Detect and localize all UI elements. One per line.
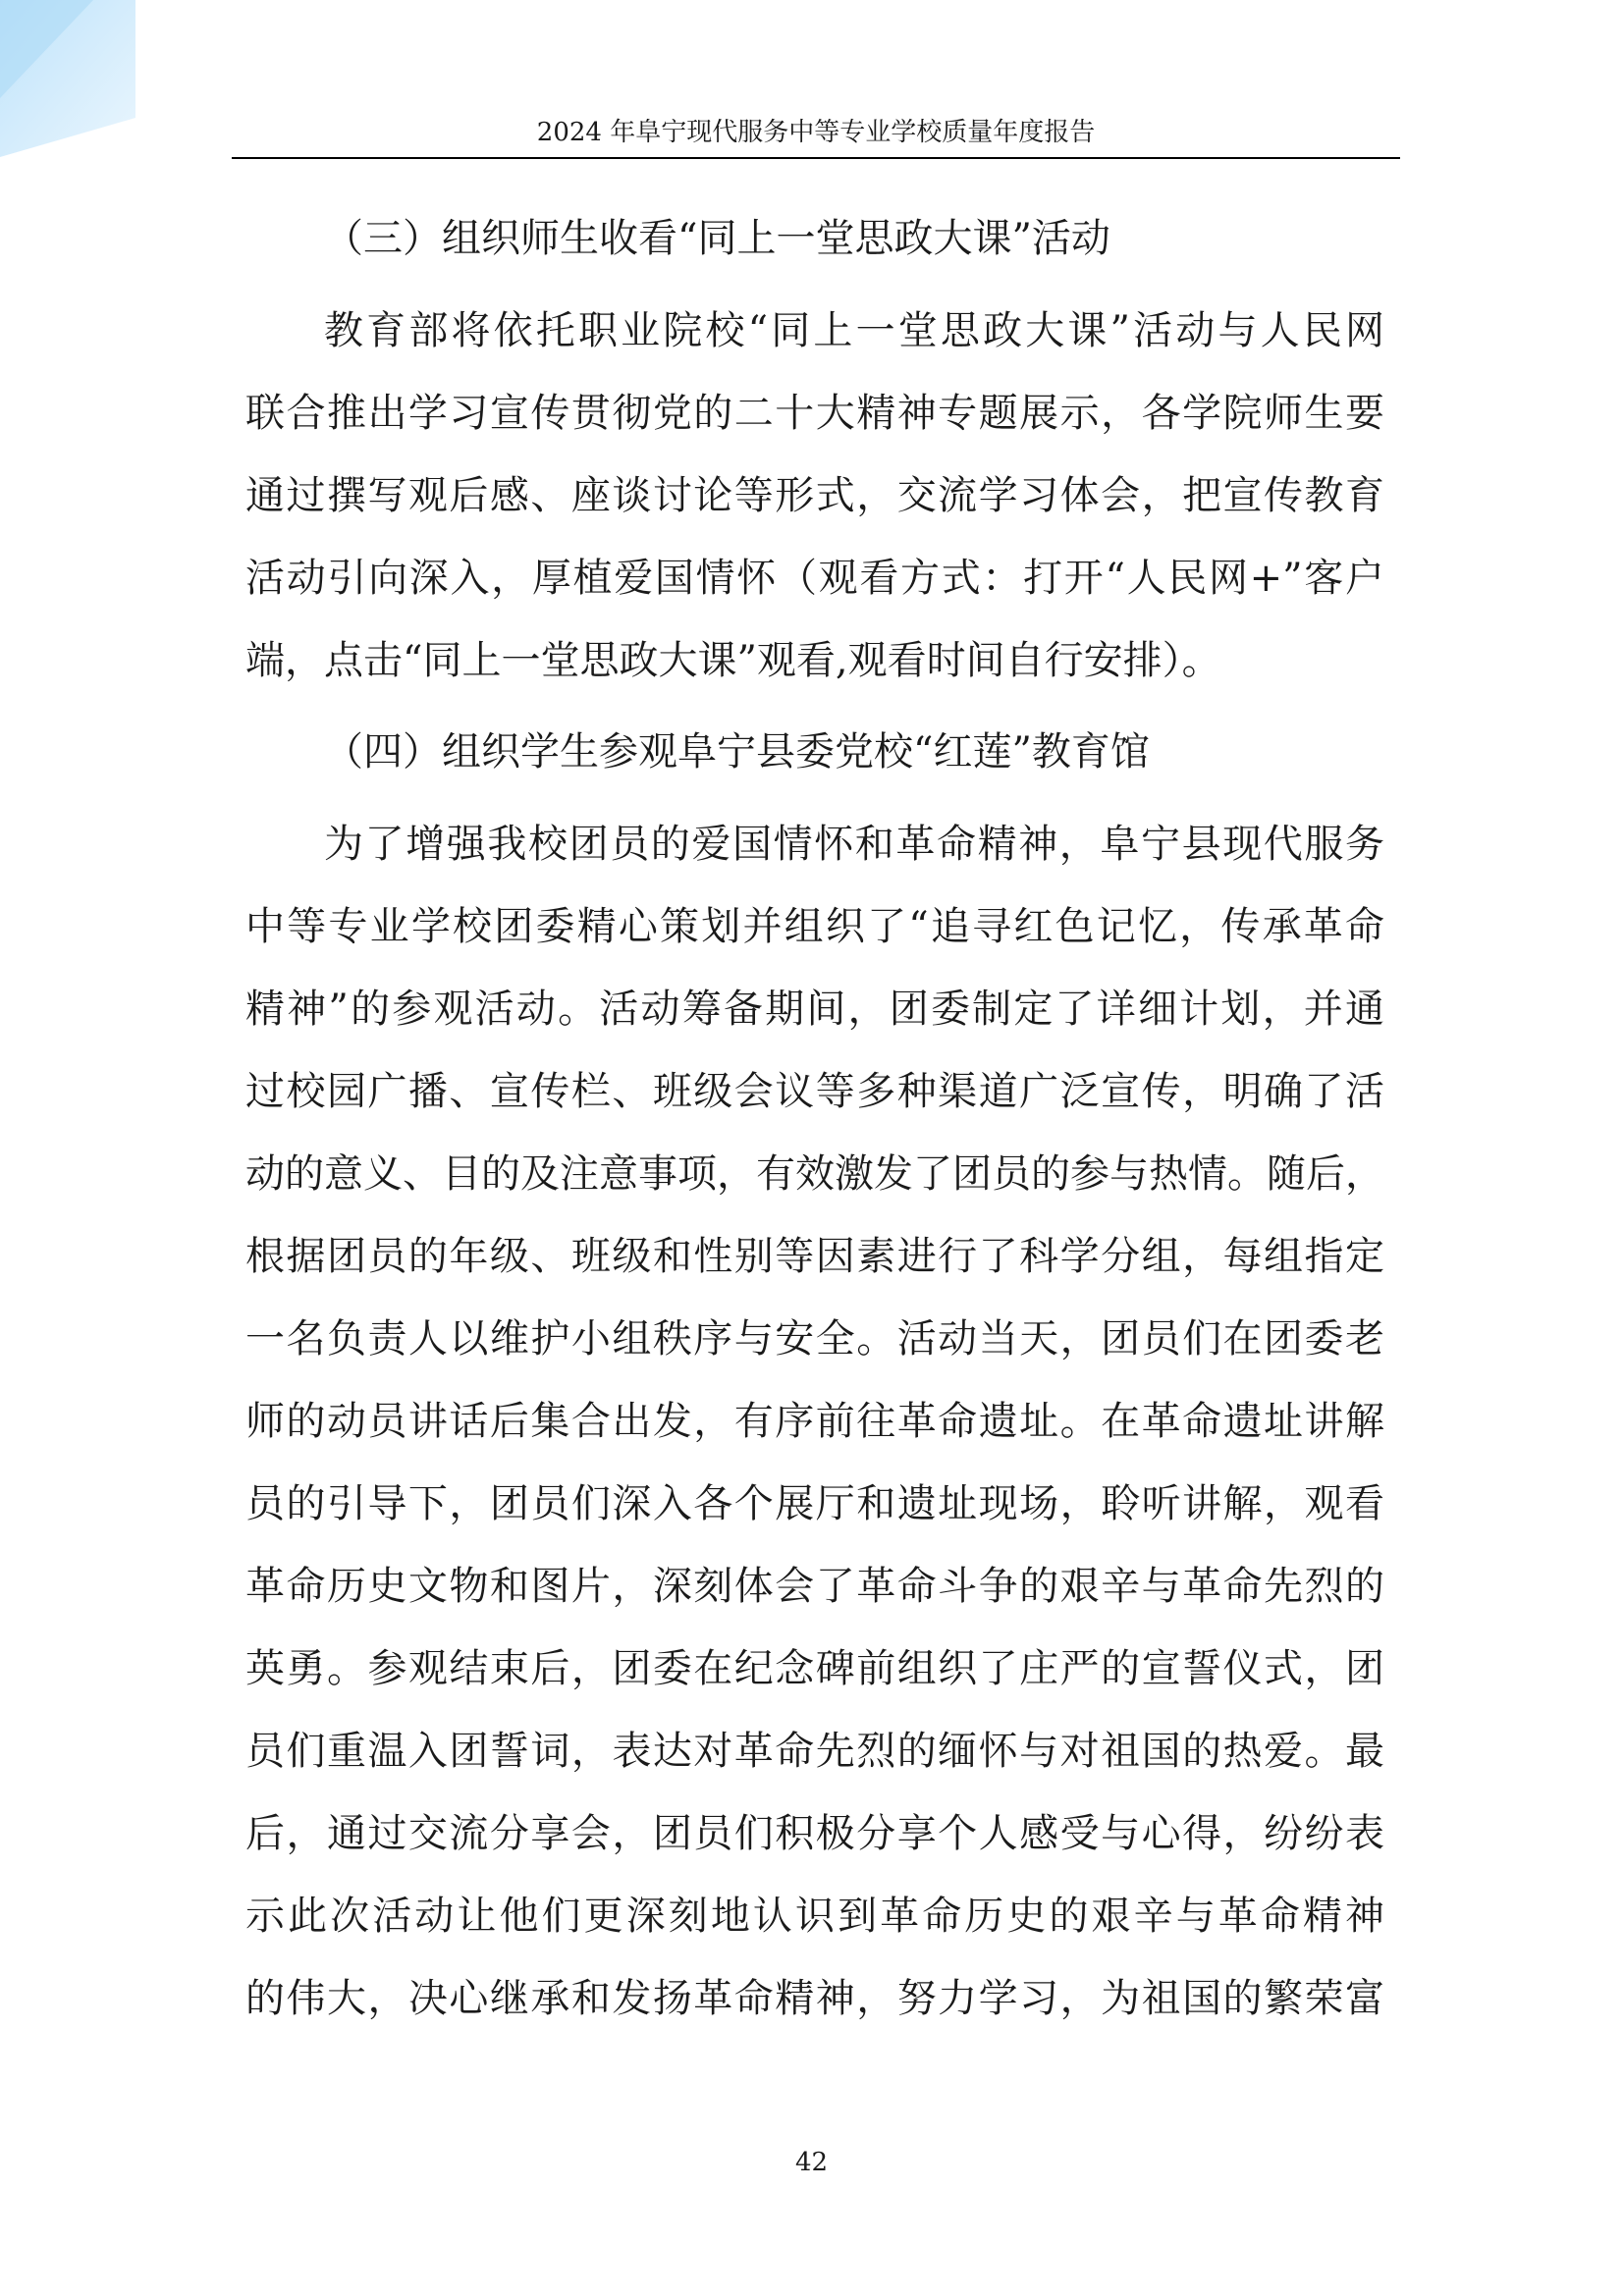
paragraph-line: 联合推出学习宣传贯彻党的二十大精神专题展示，各学院师生要: [245, 391, 1384, 436]
paragraph-line: 过校园广播、宣传栏、班级会议等多种渠道广泛宣传，明确了活: [245, 1069, 1384, 1114]
paragraph-line: 员们重温入团誓词，表达对革命先烈的缅怀与对祖国的热爱。最: [245, 1729, 1384, 1774]
page-number: 42: [794, 2148, 829, 2177]
paragraph-line: 一名负责人以维护小组秩序与安全。活动当天，团员们在团委老: [245, 1316, 1384, 1362]
paragraph-line: 为了增强我校团员的爱国情怀和革命精神，阜宁县现代服务: [324, 822, 1384, 867]
paragraph-line: 员的引导下，团员们深入各个展厅和遗址现场，聆听讲解，观看: [245, 1481, 1384, 1526]
paragraph-line: 精神”的参观活动。活动筹备期间，团委制定了详细计划，并通: [245, 987, 1384, 1032]
section-heading: （三）组织师生收看“同上一堂思政大课”活动: [324, 216, 1110, 261]
paragraph-line: 活动引向深入，厚植爱国情怀（观看方式：打开“人民网+”客户: [245, 556, 1384, 601]
paragraph-line: 示此次活动让他们更深刻地认识到革命历史的艰辛与革命精神: [245, 1894, 1384, 1939]
corner-decoration: [0, 0, 147, 167]
paragraph-line: 教育部将依托职业院校“同上一堂思政大课”活动与人民网: [324, 308, 1384, 353]
paragraph-line: 革命历史文物和图片，深刻体会了革命斗争的艰辛与革命先烈的: [245, 1564, 1384, 1609]
paragraph-line: 动的意义、目的及注意事项，有效激发了团员的参与热情。随后，: [245, 1151, 1384, 1197]
paragraph-line: 中等专业学校团委精心策划并组织了“追寻红色记忆，传承革命: [245, 904, 1384, 949]
paragraph-line: 的伟大，决心继承和发扬革命精神，努力学习，为祖国的繁荣富: [245, 1976, 1384, 2021]
header-rule: [232, 157, 1400, 159]
paragraph-line: 后，通过交流分享会，团员们积极分享个人感受与心得，纷纷表: [245, 1811, 1384, 1856]
running-header: 2024 年阜宁现代服务中等专业学校质量年度报告: [536, 118, 1096, 147]
paragraph-line: 英勇。参观结束后，团委在纪念碑前组织了庄严的宣誓仪式，团: [245, 1646, 1384, 1691]
paragraph-line: 通过撰写观后感、座谈讨论等形式，交流学习体会，把宣传教育: [245, 473, 1384, 518]
paragraph-line: 师的动员讲话后集合出发，有序前往革命遗址。在革命遗址讲解: [245, 1399, 1384, 1444]
section-heading: （四）组织学生参观阜宁县委党校“红莲”教育馆: [324, 729, 1150, 774]
paragraph-line: 根据团员的年级、班级和性别等因素进行了科学分组，每组指定: [245, 1234, 1384, 1279]
paragraph-line: 端，点击“同上一堂思政大课”观看,观看时间自行安排）。: [245, 638, 1221, 683]
